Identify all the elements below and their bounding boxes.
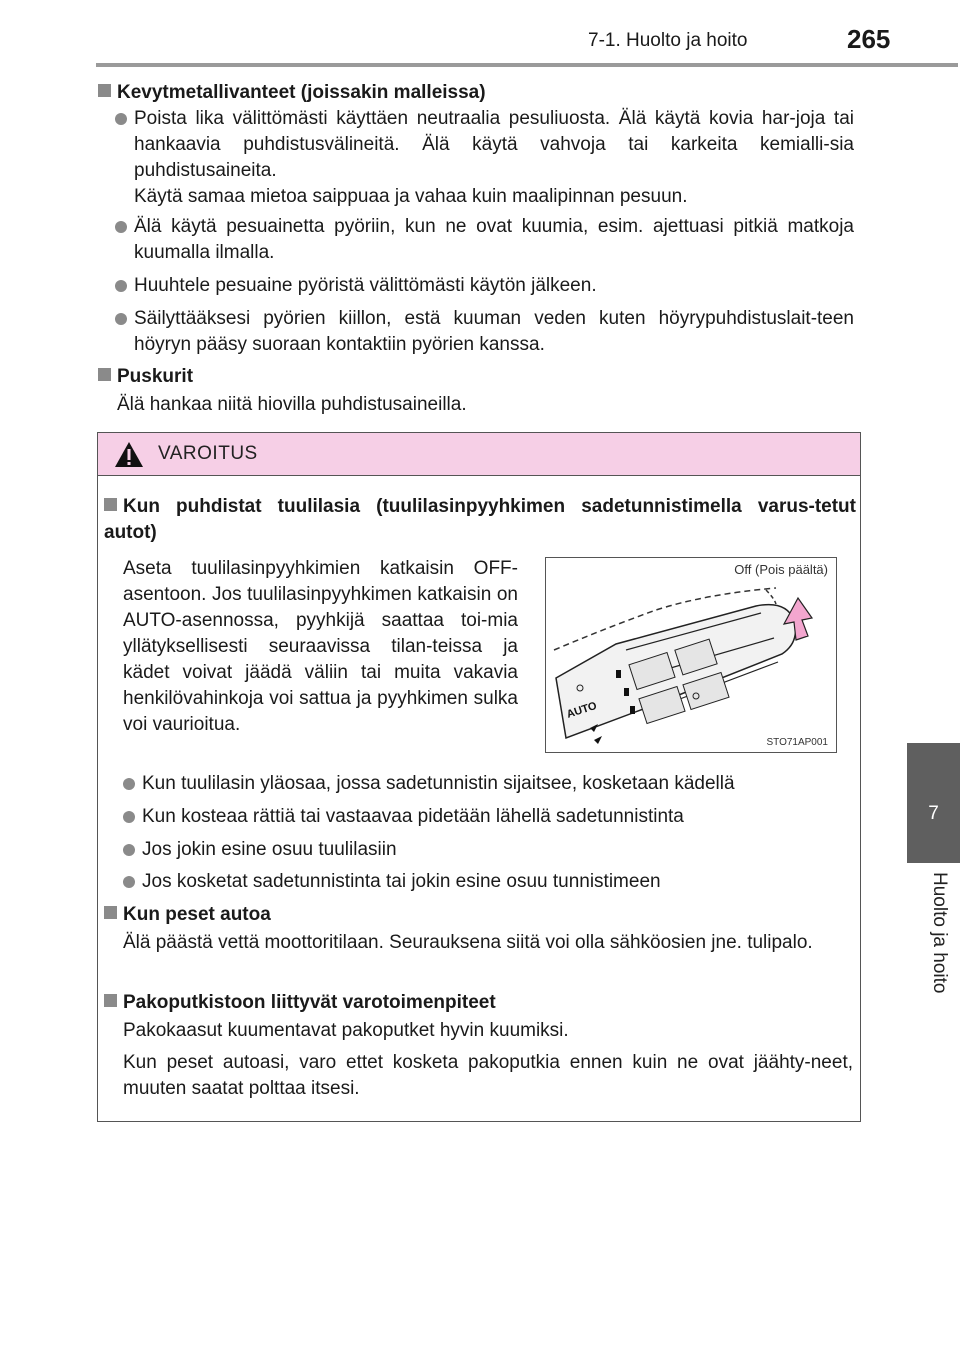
list-item: Säilyttääksesi pyörien kiillon, estä kuuman veden kuten höyrypuhdistuslait-teen höyryn pääsy suoraan kontaktiin pyörien kanssa.: [115, 306, 855, 358]
list-item: Älä käytä pesuainetta pyöriin, kun ne ovat kuumia, esim. ajettuasi pitkiä matkoja kuumalla ilmalla.: [115, 214, 855, 266]
list-item: Jos jokin esine osuu tuulilasiin: [123, 837, 853, 863]
bullet-icon: [115, 113, 127, 125]
warning-title: VAROITUS: [158, 443, 258, 464]
chapter-tab: [907, 743, 960, 863]
exhaust-heading: Pakoputkistoon liittyvät varotoimenpiteet: [104, 990, 496, 1016]
bullet-icon: [115, 221, 127, 233]
washing-heading: Kun peset autoa: [104, 902, 271, 928]
washing-text: Älä päästä vettä moottoritilaan. Seurauksena siitä voi olla sähköosien jne. tulipalo.: [123, 932, 813, 953]
list-item-continuation: Käytä samaa mietoa saippuaa ja vahaa kuin maalipinnan pesuun.: [134, 186, 688, 207]
auto-label: AUTO: [565, 699, 599, 721]
bullet-icon: [115, 313, 127, 325]
exhaust-text-1: Pakokaasut kuumentavat pakoputket hyvin kuumiksi.: [123, 1020, 569, 1041]
header-divider: [96, 63, 958, 67]
section-title: 7-1. Huolto ja hoito: [588, 30, 748, 51]
figure-caption: Off (Pois päältä): [734, 562, 828, 577]
exhaust-text-2: Kun peset autoasi, varo ettet kosketa pakoputkia ennen kuin ne ovat jäähty-neet, muuten saatat polttaa itsesi.: [123, 1052, 853, 1099]
bumpers-heading: Puskurit: [98, 364, 193, 390]
warning-triangle-icon: [114, 441, 144, 468]
list-item: Kun tuulilasin yläosaa, jossa sadetunnistin sijaitsee, kosketaan kädellä: [123, 771, 853, 797]
page-number: 265: [847, 24, 891, 54]
list-item: Kun kosteaa rättiä tai vastaavaa pidetään lähellä sadetunnistinta: [123, 804, 853, 830]
wiper-switch-illustration: [546, 558, 836, 752]
bumpers-text: Älä hankaa niitä hiovilla puhdistusaineilla.: [117, 394, 467, 415]
chapter-title: Huolto ja hoito: [929, 872, 950, 994]
windshield-heading: Kun puhdistat tuulilasia (tuulilasinpyyhkimen sadetunnistimella varus-tetut autot): [104, 496, 856, 543]
section-marker-icon: [104, 498, 117, 511]
list-item: Poista lika välittömästi käyttäen neutraalia pesuliuosta. Älä käytä kovia har-joja tai hankaavia puhdistusvälineitä. Älä käytä vahvoja tai karkeita kemialli-sia puhdistusaineita.: [115, 106, 855, 184]
list-item: Jos kosketat sadetunnistinta tai jokin esine osuu tunnistimeen: [123, 869, 853, 895]
bullet-icon: [123, 811, 135, 823]
bullet-icon: [123, 778, 135, 790]
alloy-wheels-heading: Kevytmetallivanteet (joissakin malleissa): [98, 80, 486, 106]
bullet-icon: [115, 280, 127, 292]
section-marker-icon: [98, 368, 111, 381]
bullet-icon: [123, 844, 135, 856]
list-item: Huuhtele pesuaine pyöristä välittömästi käytön jälkeen.: [115, 273, 855, 299]
chapter-number: 7: [928, 803, 939, 824]
section-marker-icon: [98, 84, 111, 97]
windshield-text: Aseta tuulilasinpyyhkimien katkaisin OFF-asentoon. Jos tuulilasinpyyhkimen katkaisin on AUTO-asennossa, pyyhkijä saattaa toi-mia yllätyksellisesti seuraavissa tilan-teissa ja kädet voivat jäädä väliin tai muita vakavia henkilövahinkoja voi sattua ja pyyhkimen sulka voi vaurioitua.: [123, 558, 518, 735]
wiper-switch-figure: [545, 557, 837, 753]
section-marker-icon: [104, 994, 117, 1007]
warning-header: [98, 433, 860, 476]
section-marker-icon: [104, 906, 117, 919]
bullet-icon: [123, 876, 135, 888]
figure-code: STO71AP001: [766, 737, 828, 748]
